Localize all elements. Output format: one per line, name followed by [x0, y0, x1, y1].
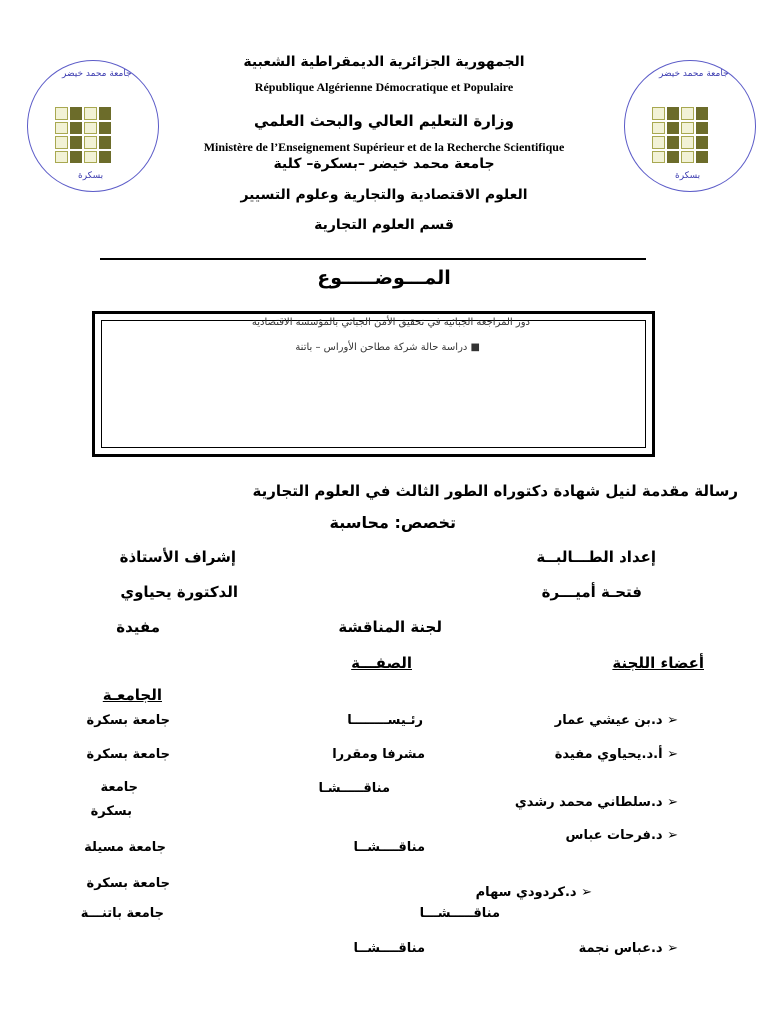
member-name: د.فرحات عباس — [565, 828, 663, 843]
arrow-icon: ➢ — [667, 941, 678, 956]
supervisor-name-line2: مفيدة — [116, 618, 160, 636]
col-header-role: الصفـــة — [351, 654, 412, 672]
member-name: د.سلطاني محمد رشدي — [514, 795, 663, 810]
committee-univ-3b: بسكرة — [90, 804, 132, 819]
committee-member-2 — [555, 747, 678, 762]
logo-ring-text-top: جامعة محمد خيضر — [62, 69, 132, 79]
arrow-icon: ➢ — [581, 885, 592, 900]
republic-title-ar: الجمهورية الجزائرية الديمقراطية الشعبية — [243, 54, 525, 70]
committee-member-1 — [555, 713, 678, 728]
committee-member-3 — [515, 795, 678, 810]
committee-univ-1: جامعة بسكرة — [86, 713, 170, 728]
header-divider — [100, 258, 646, 260]
committee-member-6 — [579, 941, 678, 956]
student-label: إعداد الطـــالبــة — [536, 548, 656, 566]
committee-member-4 — [566, 828, 679, 843]
committee-univ-2: جامعة بسكرة — [86, 747, 170, 762]
arrow-icon: ➢ — [667, 713, 678, 728]
committee-univ-4: جامعة مسيلة — [84, 840, 166, 855]
subject-case-line — [295, 342, 480, 353]
logo-ring-text-bottom: بسكرة — [78, 171, 104, 181]
committee-role-1: رئـيســــــــا — [347, 713, 423, 728]
logo-ring-text-bottom: بسكرة — [675, 171, 701, 181]
committee-role-6: مناقــــشــا — [353, 941, 425, 956]
committee-role-2: مشرفا ومقررا — [332, 747, 425, 762]
faculty-name-ar: العلوم الاقتصادية والتجارية وعلوم التسيير — [240, 187, 528, 203]
bullet-icon: ■ — [470, 342, 480, 353]
committee-role-3: مناقـــــشـا — [318, 781, 390, 796]
arrow-icon: ➢ — [667, 747, 678, 762]
col-header-university: الجامعـة — [102, 686, 162, 704]
subject-box-inner — [101, 320, 646, 448]
supervisor-name: الدكتورة يحياوي — [120, 583, 238, 601]
subject-box — [92, 311, 655, 457]
supervisor-label: إشراف الأستاذة — [119, 548, 236, 566]
col-header-members: أعضاء اللجنة — [612, 654, 704, 672]
committee-label: لجنة المناقشة — [338, 618, 442, 636]
department-name-ar: قسم العلوم التجارية — [314, 217, 454, 233]
committee-role-5: مناقـــــشـــا — [419, 906, 500, 921]
ministry-title-ar: وزارة التعليم العالي والبحث العلمي — [253, 112, 515, 130]
subject-case-text: دراسة حالة شركة مطاحن الأوراس – باتنة — [295, 342, 468, 353]
arrow-icon: ➢ — [667, 795, 678, 810]
logo-ring-text-top: جامعة محمد خيضر — [659, 69, 729, 79]
committee-univ-6: جامعة باتنـــة — [80, 906, 164, 921]
ministry-title-fr: Ministère de l’Enseignement Supérieur et de la Recherche Scientifique — [203, 140, 565, 154]
university-name-ar: جامعة محمد خيضر –بسكرة– كلية — [273, 156, 495, 172]
member-name: أ.د.يحياوي مفيدة — [554, 747, 663, 762]
arrow-icon: ➢ — [667, 828, 678, 843]
subject-heading: المـــوضـــــوع — [317, 267, 451, 289]
committee-univ-3a: جامعة — [100, 780, 138, 795]
republic-title-fr: République Algérienne Démocratique et Populaire — [254, 80, 514, 94]
member-name: د.كردودي سهام — [475, 885, 577, 900]
committee-univ-5: جامعة بسكرة — [86, 876, 170, 891]
committee-role-4: مناقــــشــا — [353, 840, 425, 855]
subject-title-line: دور المراجعة الجبائية في تحقيق الأمن الجبائي بالمؤسسة الاقتصادية — [251, 317, 530, 328]
member-name: د.بن عيشي عمار — [554, 713, 663, 728]
thesis-statement: رسالة مقدمة لنيل شهادة دكتوراه الطور الثالث في العلوم التجارية — [252, 482, 738, 500]
committee-member-5 — [476, 885, 592, 900]
student-name: فتحـة أميـــرة — [541, 583, 642, 601]
thesis-specialty: تخصص: محاسبة — [329, 513, 456, 532]
member-name: د.عباس نجمة — [578, 941, 663, 956]
